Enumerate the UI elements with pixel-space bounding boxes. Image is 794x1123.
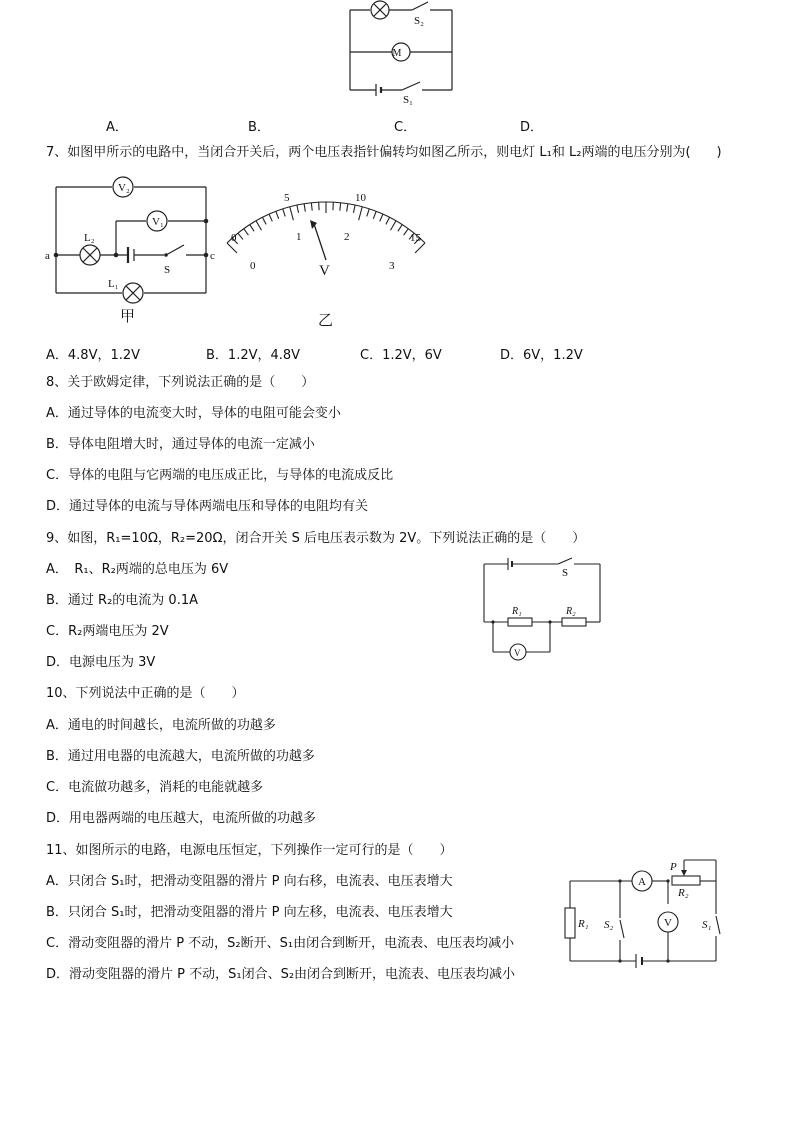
dial-tick [398,225,402,232]
dial-tick [283,209,285,217]
q11-r1-label: R₁ [578,918,589,930]
dial-inner-1: 1 [296,231,302,243]
q7-option-b: B．1.2V，4.8V [206,348,301,363]
dial-tick [250,225,254,232]
top-motor-label: M [392,48,402,59]
dial-outer-0: 0 [231,232,237,244]
dial-tick [404,229,409,235]
dial-tick [380,214,383,221]
dial-tick [347,204,348,212]
q9-circuit-diagram [478,556,608,661]
dial-tick [340,203,341,211]
q9-option-d: D．电源电压为 3V [46,655,156,670]
q11-option-b: B．只闭合 S₁时，把滑动变阻器的滑片 P 向左移，电流表、电压表增大 [46,905,453,920]
dial-inner-0: 0 [250,260,256,272]
dial-tick [238,233,243,239]
dial-inner-2: 2 [344,231,350,243]
q7-figure-b-voltmeter-dial [222,182,432,332]
dial-unit-v: V [319,263,330,279]
q10-option-a: A．通电的时间越长，电流所做的功越多 [46,718,276,733]
q7-v2-label: V₂ [118,182,130,194]
dial-inner-3: 3 [389,260,395,272]
q11-option-c: C．滑动变阻器的滑片 P 不动，S₂断开、S₁由闭合到断开，电流表、电压表均减小 [46,936,515,951]
voltmeter-needle [314,224,326,260]
dial-tick [290,207,294,221]
dial-outer-5: 5 [284,192,290,204]
q10-text: 10、下列说法中正确的是（ ） [46,686,245,701]
top-option-d: D． [520,120,544,135]
top-option-b: B． [248,120,270,135]
q7-option-c: C．1.2V，6V [360,348,442,363]
q10-option-c: C．电流做功越多，消耗的电能就越多 [46,780,264,795]
q11-voltmeter-label: V [664,917,672,929]
top-s2-label: S₂ [414,15,424,27]
dial-tick [311,203,312,211]
q7-v1-label: V₁ [152,216,164,228]
dial-outer-15: 15 [410,232,421,244]
q11-text: 11、如图所示的电路，电源电压恒定，下列操作一定可行的是（ ） [46,843,453,858]
q11-s2-label: S₂ [604,919,614,931]
q8-option-b: B．导体电阻增大时，通过导体的电流一定减小 [46,437,315,452]
top-s1-label: S₁ [403,94,413,106]
q9-option-c: C．R₂两端电压为 2V [46,624,169,639]
dial-tick [297,205,299,213]
q7-caption-jia: 甲 [120,307,136,325]
q7-text: 7、如图甲所示的电路中，当闭合开关后，两个电压表指针偏转均如图乙所示，则电灯 L₁和 L₂两端的电压分别为( ) [46,145,722,160]
q11-circuit-diagram [560,856,730,981]
q11-r2-label: R₂ [678,887,689,899]
q7-option-d: D．6V，1.2V [500,348,583,363]
q11-option-d: D．滑动变阻器的滑片 P 不动，S₁闭合、S₂由闭合到断开，电流表、电压表均减小 [46,967,516,982]
q7-caption-yi: 乙 [318,311,334,329]
q7-l2-label: L₂ [84,232,95,244]
top-option-a: A． [106,120,128,135]
dial-tick [304,204,305,212]
q8-option-d: D．通过导体的电流与导体两端电压和导体的电阻均有关 [46,499,369,514]
q11-option-a: A．只闭合 S₁时，把滑动变阻器的滑片 P 向右移，电流表、电压表增大 [46,874,453,889]
dial-tick [367,209,369,217]
dial-tick [244,229,249,235]
dial-tick [386,217,390,224]
dial-tick [415,243,425,253]
q9-text: 9、如图，R₁=10Ω，R₂=20Ω，闭合开关 S 后电压表示数为 2V。下列说法正确的是（ ） [46,531,586,546]
q8-option-c: C．导体的电阻与它两端的电压成正比，与导体的电流成反比 [46,468,394,483]
q8-text: 8、关于欧姆定律，下列说法正确的是（ ） [46,375,315,390]
q10-option-b: B．通过用电器的电流越大，电流所做的功越多 [46,749,315,764]
q9-r2-label: R₂ [566,606,576,617]
q7-node-a: a [45,250,50,262]
q9-r1-label: R₁ [512,606,522,617]
dial-tick [269,214,272,221]
dial-tick [353,205,355,213]
dial-tick [359,207,363,221]
q7-l1-label: L₁ [108,278,119,290]
q9-switch-label: S [562,567,569,579]
q11-slider-p-label: P [670,861,677,873]
q7-figure-a-circuit [40,175,220,325]
dial-outer-10: 10 [355,192,366,204]
q7-option-a: A．4.8V，1.2V [46,348,141,363]
dial-tick [276,211,279,218]
q8-option-a: A．通过导体的电流变大时，导体的电阻可能会变小 [46,406,341,421]
dial-tick [256,221,262,231]
dial-tick [391,221,397,231]
top-circuit-diagram [340,0,470,105]
q9-voltmeter-label: V [514,648,521,658]
q11-ammeter-label: A [638,876,646,888]
dial-tick [373,211,376,218]
q9-option-b: B．通过 R₂的电流为 0.1A [46,593,198,608]
voltmeter-needle-tip [310,220,317,229]
q9-option-a: A． R₁、R₂两端的总电压为 6V [46,562,229,577]
q11-s1-label: S₁ [702,919,712,931]
dial-tick [227,243,237,253]
top-option-c: C． [394,120,417,135]
dial-tick [262,217,266,224]
q7-switch-label: S [164,264,171,276]
q10-option-d: D．用电器两端的电压越大，电流所做的功越多 [46,811,317,826]
q7-node-c: c [210,250,215,262]
